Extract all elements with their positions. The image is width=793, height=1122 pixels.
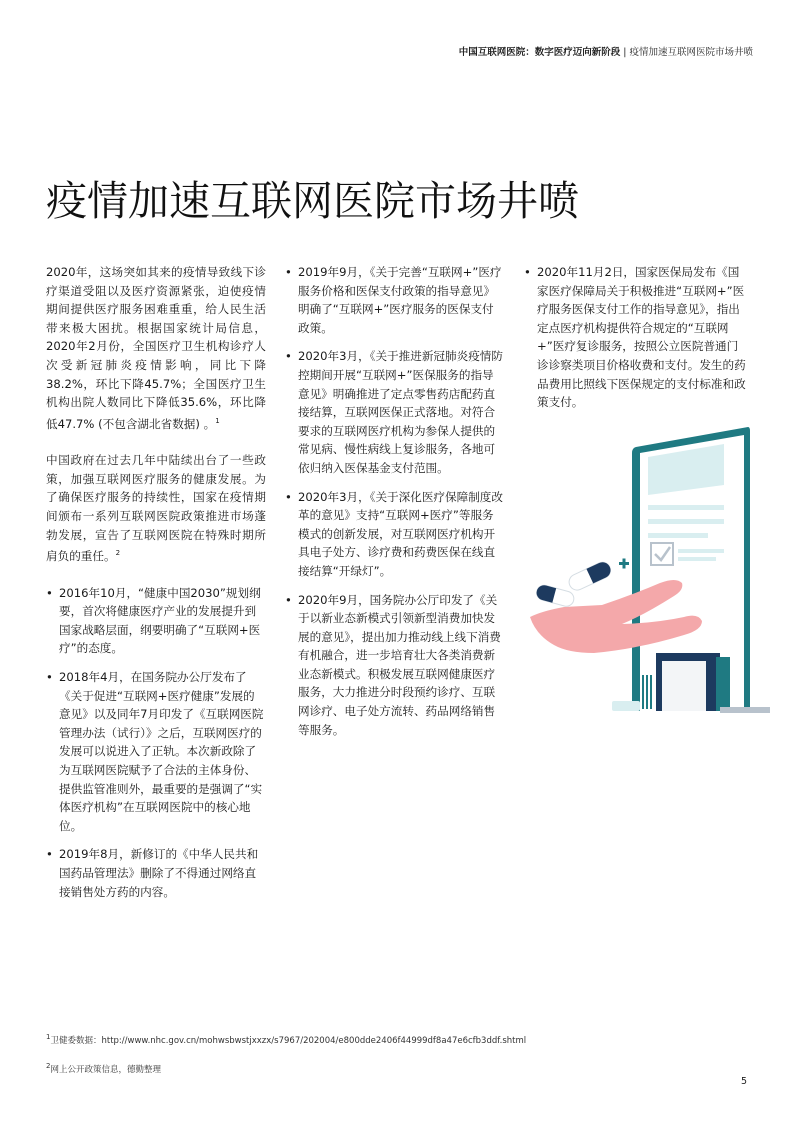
column-3 [524, 263, 749, 422]
policy-paragraph [46, 451, 266, 565]
page-title: 疫情加速互联网医院市场井喷 [46, 177, 579, 225]
plus-icon [619, 559, 629, 569]
list-item: • 2018年4月，在国务院办公厅发布了《关于促进“互联网+医疗健康”发展的意见》以及同年7月印发了《互联网医院管理办法（试行）》之后，互联网医疗的发展可以说进入了正轨。本次新政除了为互联网医院赋予了合法的主体身份、提供监管准则外，最重要的是强调了“实体医疗机构”在互联网医院中的核心地位。 [46, 668, 266, 835]
header-separator: | [620, 47, 630, 58]
footnote-1-text: 卫健委数据：http://www.nhc.gov.cn/mohwsbwstjxxzx/s7967/202004/e800dde2406f44999df8a47e6cfb3ddf.shtml [50, 1035, 527, 1046]
running-header [459, 44, 753, 58]
footnote-1 [46, 1033, 526, 1046]
header-report-title: 中国互联网医院：数字医疗迈向新阶段 [458, 47, 621, 58]
footnote-1-mark: 1 [46, 1033, 51, 1041]
footnote-ref-2: 2 [115, 549, 121, 558]
footnote-ref-1: 1 [215, 416, 220, 425]
footnote-2-mark: 2 [46, 1062, 51, 1070]
header-section-title: 疫情加速互联网医院市场井喷 [629, 47, 753, 58]
list-item: • 2020年11月2日，国家医保局发布《国家医疗保障局关于积极推进“互联网+”医疗服务医保支付工作的指导意见》，指出定点医疗机构提供符合规定的“互联网+”医疗复诊服务，按照公立医院普通门诊诊察类项目价格收费和支付。发生的药品费用比照线下医保规定的支付标准和政策支付。 [524, 263, 749, 412]
list-item: • 2020年3月，《关于推进新冠肺炎疫情防控期间开展“互联网+”医保服务的指导意见》明确推进了定点零售药店配药直接结算，互联网医保正式落地。对符合要求的互联网医疗机构为参保人提供的常见病、慢性病线上复诊服务，各地可依归纳入医保基金支付范围。 [285, 347, 505, 477]
footnote-2 [46, 1062, 161, 1075]
list-item: • 2016年10月，“健康中国2030”规划纲要，首次将健康医疗产业的发展提升到国家战略层面，纲要明确了“互联网+医疗”的态度。 [46, 584, 266, 658]
pill-icon [535, 560, 613, 608]
intro-paragraph-text: 2020年，这场突如其来的疫情导致线下诊疗渠道受阻以及医疗资源紧张，迫使疫情期间提供医疗服务困难重重，给人民生活带来极大困扰。根据国家统计局信息，2020年2月份，全国医疗卫生机构诊疗人次受新冠肺炎疫情影响，同比下降38.2%，环比下降45.7%；全国医疗卫生机构出院人数同比下降低35.6%，环比降低47.7% (不包含湖北省数据) 。 [46, 265, 266, 431]
column-2 [285, 263, 505, 749]
list-item: • 2020年9月，国务院办公厅印发了《关于以新业态新模式引领新型消费加快发展的意见》，提出加力推动线上线下消费有机融合，进一步培育壮大各类消费新业态新模式。积极发展互联网健康医疗服务，大力推进分时段预约诊疗、互联网诊疗、电子处方流转、药品网络销售等服务。 [285, 591, 505, 740]
medical-illustration [528, 425, 770, 720]
page-number: 5 [740, 1076, 747, 1087]
list-item: • 2019年9月，《关于完善“互联网+”医疗服务价格和医保支付政策的指导意见》明确了“互联网+”医疗服务的医保支付政策。 [285, 263, 505, 337]
list-item: • 2019年8月，新修订的《中华人民共和国药品管理法》删除了不得通过网络直接销售处方药的内容。 [46, 845, 266, 901]
policy-list-1 [46, 584, 266, 902]
intro-paragraph [46, 263, 266, 433]
policy-list-2 [285, 263, 505, 739]
list-item: • 2020年3月，《关于深化医疗保障制度改革的意见》支持“互联网+医疗”等服务模式的创新发展，对互联网医疗机构开具电子处方、诊疗费和药费医保在线直接结算“开绿灯”。 [285, 488, 505, 581]
policy-list-3 [524, 263, 749, 412]
footnote-2-text: 网上公开政策信息，德勤整理 [50, 1064, 161, 1075]
column-1 [46, 263, 266, 911]
policy-paragraph-text: 中国政府在过去几年中陆续出台了一些政策，加强互联网医疗服务的健康发展。为了确保医疗服务的持续性，国家在疫情期间颁布一系列互联网医院政策推进市场蓬勃发展，宣告了互联网医院在特殊时期所肩负的重任。 [46, 453, 266, 564]
